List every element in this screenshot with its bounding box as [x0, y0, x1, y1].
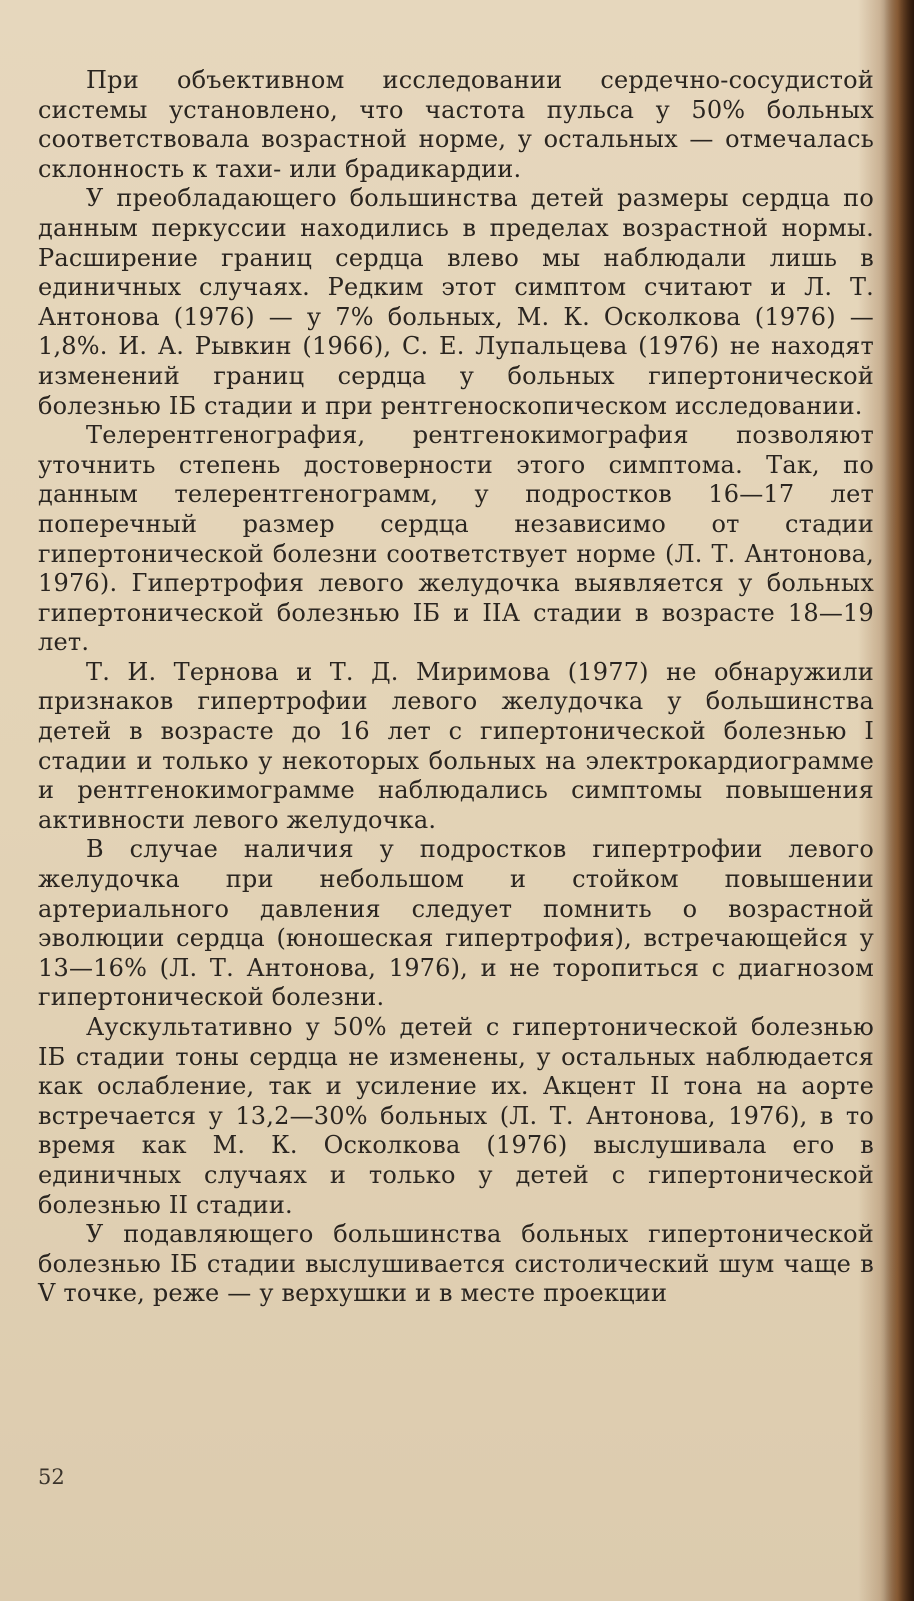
paragraph-6: Аускультативно у 50% детей с гипертонической болезнью IБ стадии тоны сердца не изменены, у остальных наблюдается как ослабление, так и усиление их. Акцент II тона на аорте встречается у 13,2—30% больных (Л. Т. Антонова, 1976), в то время как М. К. Осколкова (1976) выслушивала его в единичных случаях и только у детей с гипертонической болезнью II стадии. [38, 1013, 874, 1219]
paragraph-4: Т. И. Тернова и Т. Д. Миримова (1977) не обнаружили признаков гипертрофии левого желудочка у большинства детей в возрасте до 16 лет с гипертонической болезнью I стадии и только у некоторых больных на электрокардиограмме и рентгенокимограмме наблюдались симптомы повышения активности левого желудочка. [38, 657, 874, 834]
paragraph-1: При объективном исследовании сердечно-сосудистой системы установлено, что частота пульса у 50% больных соответствовала возрастной норме, у остальных — отмечалась склонность к тахи- или брадикардии. [38, 66, 874, 183]
body-text [38, 66, 874, 1309]
page-number: 52 [38, 1465, 65, 1489]
paragraph-3: Телерентгенография, рентгенокимография позволяют уточнить степень достоверности этого симптома. Так, по данным телерентгенограмм, у подростков 16—17 лет поперечный размер сердца независимо от стадии гипертонической болезни соответствует норме (Л. Т. Антонова, 1976). Гипертрофия левого желудочка выявляется у больных гипертонической болезнью IБ и IIА стадии в возрасте 18—19 лет. [38, 421, 874, 657]
paragraph-5: В случае наличия у подростков гипертрофии левого желудочка при небольшом и стойком повышении артериального давления следует помнить о возрастной эволюции сердца (юношеская гипертрофия), встречающейся у 13—16% (Л. Т. Антонова, 1976), и не торопиться с диагнозом гипертонической болезни. [38, 835, 874, 1012]
binding-shadow [884, 0, 914, 1601]
paragraph-7: У подавляющего большинства больных гипертонической болезнью IБ стадии выслушивается систолический шум чаще в V точке, реже — у верхушки и в месте проекции [38, 1220, 874, 1308]
paragraph-2: У преобладающего большинства детей размеры сердца по данным перкуссии находились в пределах возрастной нормы. Расширение границ сердца влево мы наблюдали лишь в единичных случаях. Редким этот симптом считают и Л. Т. Антонова (1976) — у 7% больных, М. К. Осколкова (1976) — 1,8%. И. А. Рывкин (1966), С. Е. Лупальцева (1976) не находят изменений границ сердца у больных гипертонической болезнью IБ стадии и при рентгеноскопическом исследовании. [38, 184, 874, 420]
